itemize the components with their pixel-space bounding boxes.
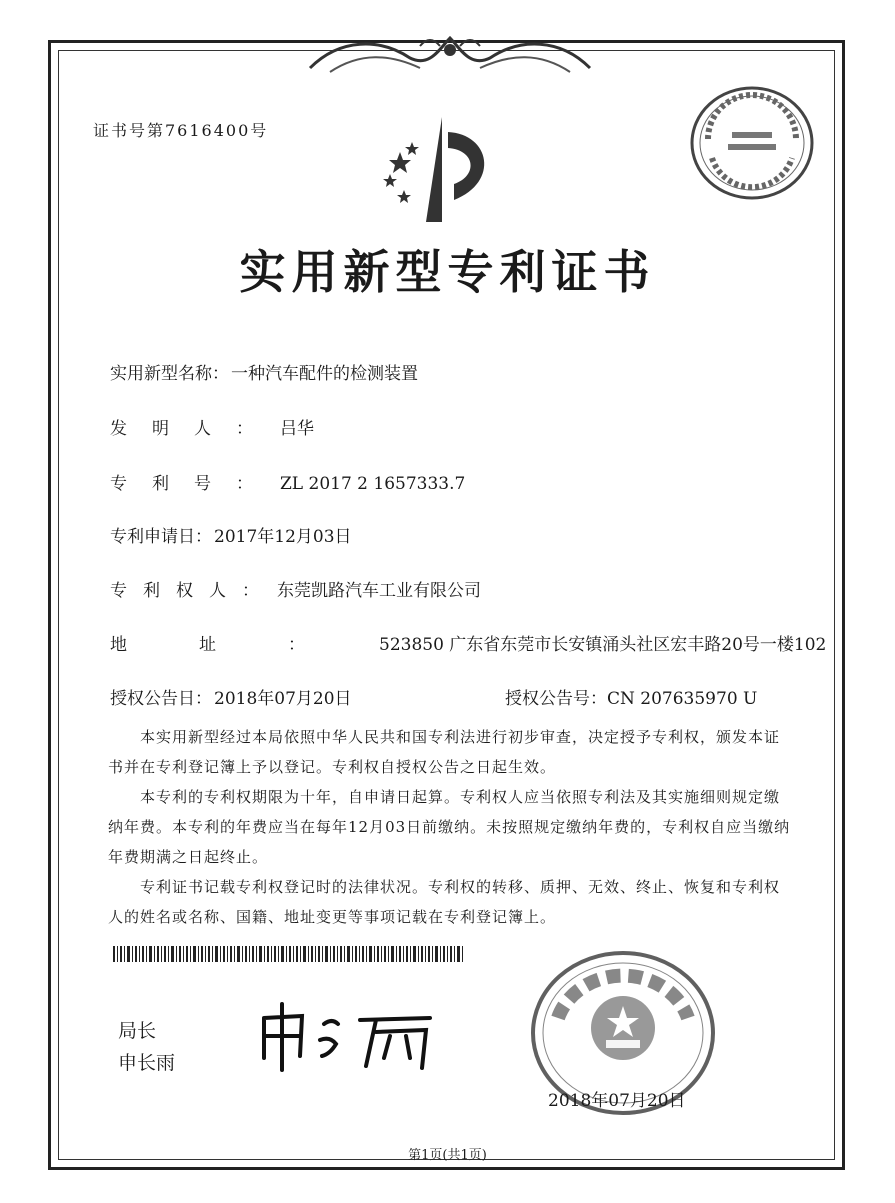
patent-office-emblem xyxy=(370,112,510,227)
utility-model-name-value: 一种汽车配件的检测装置 xyxy=(231,364,418,384)
tax-seal-stamp xyxy=(688,84,816,202)
grant-date-row xyxy=(110,684,352,709)
grant-number-label: 授权公告号： xyxy=(505,689,607,709)
top-ornament xyxy=(300,28,600,84)
inventor-label: 发明人： xyxy=(110,419,278,439)
filing-date-label: 专利申请日： xyxy=(110,527,212,547)
filing-date-value: 2017年12月03日 xyxy=(214,527,352,547)
grant-number-row xyxy=(505,684,757,709)
patent-number-row xyxy=(110,469,465,494)
seal-date: 2018年07月20日 xyxy=(548,1091,686,1111)
address-value: 523850 广东省东莞市长安镇涌头社区宏丰路20号一楼102 xyxy=(379,635,827,655)
barcode xyxy=(113,946,463,962)
handwritten-signature xyxy=(250,996,450,1076)
address-label: 地址： xyxy=(110,635,377,655)
patent-number-value: ZL 2017 2 1657333.7 xyxy=(280,474,466,494)
patentee-value: 东莞凯路汽车工业有限公司 xyxy=(277,581,481,601)
grant-date-value: 2018年07月20日 xyxy=(214,689,352,709)
patentee-label: 专利权人： xyxy=(110,581,275,601)
inventor-value: 吕华 xyxy=(280,419,314,439)
paragraph-grant-decision: 本实用新型经过本局依照中华人民共和国专利法进行初步审查，决定授予专利权，颁发本证书并在专利登记簿上予以登记。专利权自授权公告之日起生效。 xyxy=(108,728,781,776)
filing-date-row xyxy=(110,522,352,547)
certificate-number: 证书号第7616400号 xyxy=(93,121,269,140)
utility-model-name-label: 实用新型名称： xyxy=(110,364,229,384)
patent-number-label: 专利号： xyxy=(110,474,278,494)
utility-model-name-row xyxy=(110,359,418,384)
paragraph-legal-status: 专利证书记载专利权登记时的法律状况。专利权的转移、质押、无效、终止、恢复和专利权人的姓名或名称、国籍、地址变更等事项记载在专利登记簿上。 xyxy=(108,878,781,926)
inventor-row xyxy=(110,414,314,439)
patentee-row xyxy=(110,576,481,601)
grant-number-value: CN 207635970 U xyxy=(607,689,758,709)
official-name: 申长雨 xyxy=(118,1052,176,1074)
official-title: 局长 xyxy=(118,1020,157,1042)
page-footer: 第1页(共1页) xyxy=(408,1148,487,1163)
certificate-title: 实用新型专利证书 xyxy=(239,245,656,299)
paragraph-term-and-fees: 本专利的专利权期限为十年，自申请日起算。专利权人应当依照专利法及其实施细则规定缴纳年费。本专利的年费应当在每年12月03日前缴纳。未按照规定缴纳年费的，专利权自应当缴纳年费期满之日起终止。 xyxy=(108,788,791,866)
grant-date-label: 授权公告日： xyxy=(110,689,212,709)
address-row xyxy=(110,630,826,655)
